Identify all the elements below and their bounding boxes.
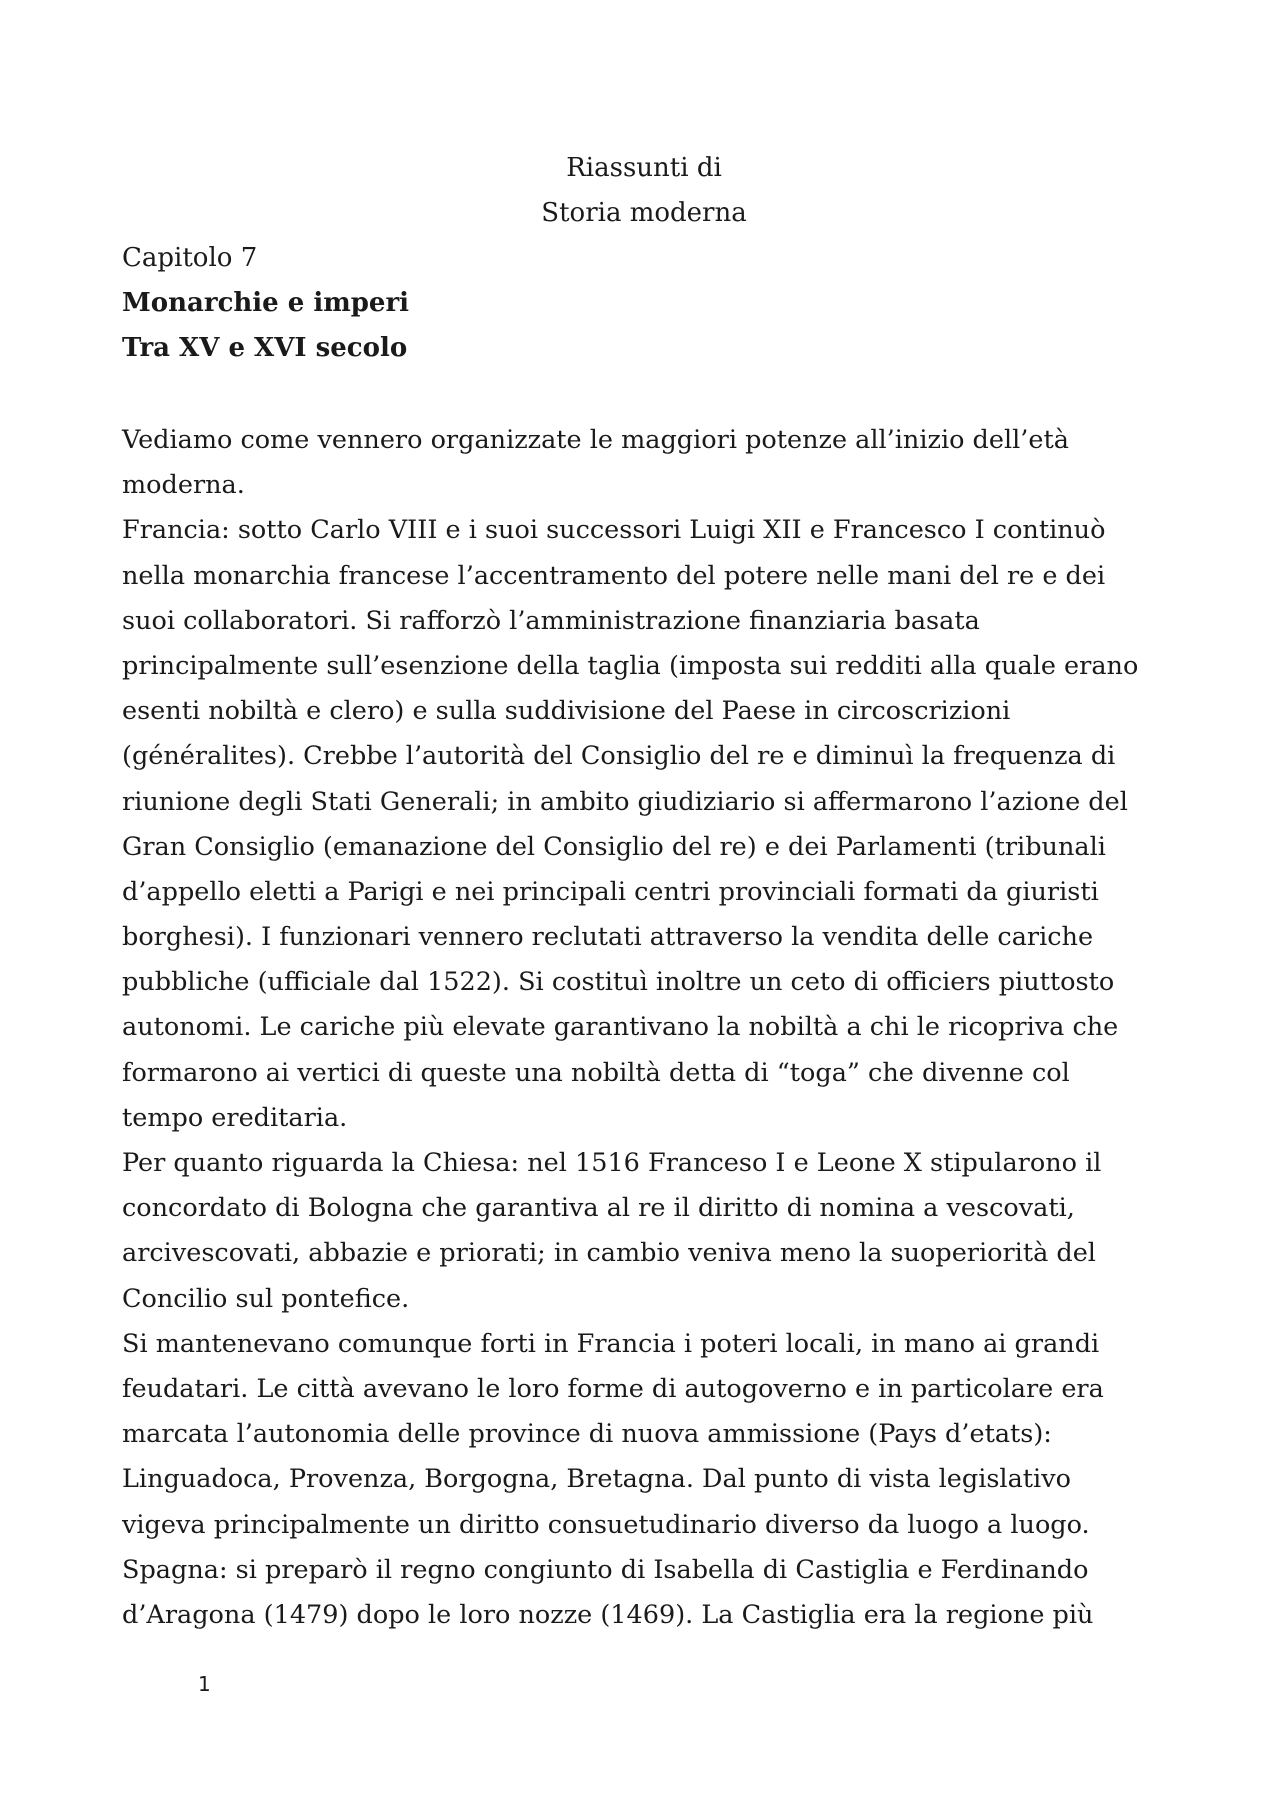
chapter-title-line-2: Tra XV e XVI secolo — [122, 333, 408, 363]
body-line: nella monarchia francese l’accentramento del potere nelle mani del re e dei — [122, 560, 1106, 591]
body-line: arcivescovati, abbazie e priorati; in cambio veniva meno la suoperiorità del — [122, 1238, 1096, 1269]
body-line: Francia: sotto Carlo VIII e i suoi successori Luigi XII e Francesco I continuò — [122, 515, 1106, 546]
body-line: feudatari. Le città avevano le loro forme di autogoverno e in particolare era — [122, 1373, 1104, 1404]
body-line: marcata l’autonomia delle province di nuova ammissione (Pays d’etats): — [122, 1419, 1052, 1450]
body-line: Linguadoca, Provenza, Borgogna, Bretagna. Dal punto di vista legislativo — [122, 1464, 1071, 1495]
body-line: esenti nobiltà e clero) e sulla suddivisione del Paese in circoscrizioni — [122, 696, 1011, 727]
body-line: pubbliche (ufficiale dal 1522). Si costituì inoltre un ceto di officiers piuttosto — [122, 967, 1115, 998]
body-line: formarono ai vertici di queste una nobiltà detta di “toga” che divenne col — [122, 1057, 1070, 1088]
body-line: d’appello eletti a Parigi e nei principali centri provinciali formati da giuristi — [122, 876, 1099, 907]
document-title-line-2: Storia moderna — [541, 198, 747, 228]
body-line: Per quanto riguarda la Chiesa: nel 1516 Franceso I e Leone X stipularono il — [122, 1148, 1102, 1178]
body-line: riunione degli Stati Generali; in ambito giudiziario si affermarono l’azione del — [122, 786, 1128, 817]
body-line: Si mantenevano comunque forti in Francia i poteri locali, in mano ai grandi — [122, 1328, 1100, 1359]
body-text — [122, 418, 1162, 1638]
chapter-label: Capitolo 7 — [122, 243, 258, 273]
body-line: Vediamo come vennero organizzate le maggiori potenze all’inizio dell’età — [122, 425, 1069, 455]
body-line: suoi collaboratori. Si rafforzò l’amministrazione finanziaria basata — [122, 605, 980, 636]
body-line: (généralites). Crebbe l’autorità del Consiglio del re e diminuì la frequenza di — [122, 741, 1116, 772]
body-line: autonomi. Le cariche più elevate garantivano la nobiltà a chi le ricopriva che — [122, 1012, 1119, 1043]
chapter-title-line-1: Monarchie e imperi — [122, 288, 410, 318]
chapter-heading — [122, 236, 409, 371]
body-line: Spagna: si preparò il regno congiunto di Isabella di Castiglia e Ferdinando — [122, 1554, 1089, 1585]
body-line: d’Aragona (1479) dopo le loro nozze (1469). La Castiglia era la regione più — [122, 1599, 1094, 1630]
body-line: principalmente sull’esenzione della taglia (imposta sui redditi alla quale erano — [122, 650, 1139, 681]
body-line: Concilio sul pontefice. — [122, 1283, 410, 1314]
body-line: moderna. — [122, 470, 245, 501]
document-title-line-1: Riassunti di — [566, 153, 722, 183]
body-line: borghesi). I funzionari vennero reclutati attraverso la vendita delle cariche — [122, 922, 1094, 953]
body-line: tempo ereditaria. — [122, 1102, 348, 1133]
page-number: 1 — [198, 1672, 211, 1696]
body-line: vigeva principalmente un diritto consuetudinario diverso da luogo a luogo. — [122, 1509, 1090, 1540]
body-line: concordato di Bologna che garantiva al re il diritto di nomina a vescovati, — [122, 1193, 1075, 1224]
body-line: Gran Consiglio (emanazione del Consiglio del re) e dei Parlamenti (tribunali — [122, 831, 1106, 862]
